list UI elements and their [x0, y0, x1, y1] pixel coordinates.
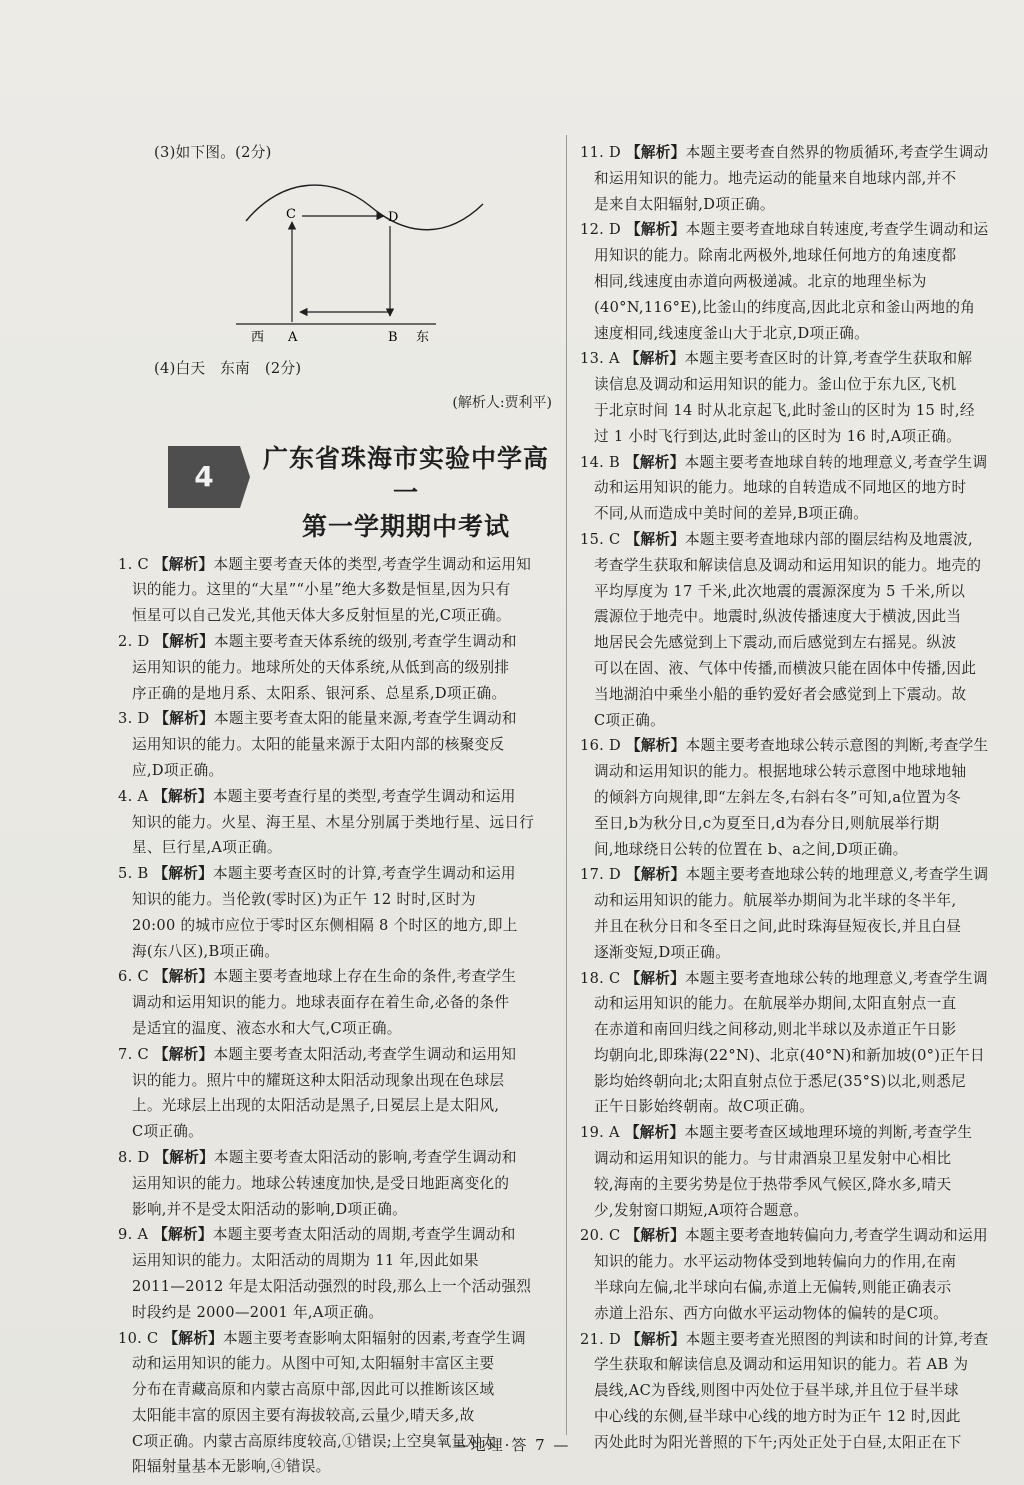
diagram-svg [118, 166, 558, 356]
answer-item [118, 1326, 558, 1481]
answer-line: 和运用知识的能力。地壳运动的能量来自地球内部,并不 [594, 169, 957, 187]
analysis-tag: 【解析】 [625, 1227, 686, 1245]
answer-line: 上。光球层上出现的太阳活动是黑子,日冕层上是太阳风, [132, 1097, 500, 1115]
answer-line: 较,海南的主要劣势是位于热带季风气候区,降水多,晴天 [594, 1175, 952, 1193]
answer-number: 6. C [118, 968, 154, 986]
answer-text: 本题主要考查太阳活动的影响,考查学生调动和 [213, 1148, 517, 1166]
answer-line: 序正确的是地月系、太阳系、银河系、总星系,D项正确。 [132, 684, 507, 702]
answer-line: 知识的能力。水平运动物体受到地转偏向力的作用,在南 [594, 1253, 957, 1271]
answer-line: 震源位于地壳中。地震时,纵波传播速度大于横波,因此当 [594, 608, 962, 626]
answer-text: 本题主要考查太阳活动,考查学生调动和运用知 [213, 1045, 517, 1063]
answer-number: 10. C [118, 1329, 164, 1347]
answer-line: 运用知识的能力。太阳的能量来源于太阳内部的核聚变反 [132, 736, 505, 754]
analysis-tag: 【解析】 [154, 1148, 214, 1166]
answer-first-line [118, 1222, 558, 1248]
answer-line: 速度相同,线速度釜山大于北京,D项正确。 [594, 324, 870, 342]
answer-number: 13. A [580, 350, 625, 368]
analysis-tag: 【解析】 [625, 530, 686, 548]
answer-number: 19. A [580, 1124, 625, 1142]
answer-line: 调动和运用知识的能力。地球表面存在着生命,必备的条件 [132, 994, 510, 1012]
analysis-tag: 【解析】 [624, 1124, 685, 1142]
answer-line: 考查学生获取和解读信息及调动和运用知识的能力。地壳的 [594, 556, 982, 574]
answer-first-line [118, 784, 558, 810]
answer-line: 应,D项正确。 [132, 761, 224, 779]
answer-number: 7. C [118, 1045, 154, 1063]
answer-first-line [118, 552, 558, 578]
answer-line: 用知识的能力。除南北两极外,地球任何地方的角速度都 [594, 247, 957, 265]
answer-item [580, 140, 1022, 217]
answer-line: 可以在固、液、气体中传播,而横波只能在固体中传播,因此 [594, 659, 977, 677]
answer-line: 学生获取和解读信息及调动和运用知识的能力。若 AB 为 [594, 1356, 969, 1374]
analysis-tag: 【解析】 [153, 555, 214, 573]
answer-line: 在赤道和南回归线之间移动,则北半球以及赤道正午日影 [594, 1021, 957, 1039]
answer-first-line [118, 629, 558, 655]
answer-line: 中心线的东侧,昼半球中心线的地方时为正午 12 时,因此 [594, 1408, 961, 1426]
answer-number: 4. A [118, 787, 154, 805]
analysis-tag: 【解析】 [154, 710, 214, 728]
answer-item [580, 1120, 1022, 1223]
answer-line: 正午日影始终朝南。故C项正确。 [594, 1098, 814, 1116]
answer-line: (40°N,116°E),比釜山的纬度高,因此北京和釜山两地的角 [594, 298, 976, 316]
section-number: 4 [168, 446, 240, 508]
label-a: A [288, 329, 298, 345]
answer-line: 星、巨行星,A项正确。 [132, 839, 282, 857]
answer-item [118, 964, 558, 1041]
answer-text: 本题主要考查地球公转示意图的判断,考查学生 [685, 737, 989, 755]
analysis-tag: 【解析】 [626, 144, 686, 161]
q3-label: (3)如下图。(2分) [154, 144, 272, 161]
answer-text: 本题主要考查地球公转的地理意义,考查学生调 [685, 866, 989, 884]
left-answer-list [118, 552, 558, 1481]
answer-number: 18. C [580, 969, 626, 987]
answer-line: 过 1 小时飞行到达,此时釜山的区时为 16 时,A项正确。 [594, 427, 962, 445]
answer-line: 影响,并不是受太阳活动的影响,D项正确。 [132, 1200, 408, 1218]
analysis-tag: 【解析】 [153, 865, 214, 883]
answer-line: 当地湖泊中乘坐小船的垂钓爱好者会感觉到上下震动。故 [594, 685, 967, 703]
answer-line: 不同,从而造成中美时间的差异,B项正确。 [594, 505, 869, 523]
answer-number: 2. D [118, 632, 155, 650]
answer-item [580, 966, 1022, 1121]
answer-text: 本题主要考查自然界的物质循环,考查学生调动 [685, 144, 989, 161]
answer-line: 知识的能力。火星、海王星、木星分别属于类地行星、远日行 [132, 813, 535, 831]
answer-line: 逐渐变短,D项正确。 [594, 943, 731, 961]
column-divider [566, 135, 567, 1435]
analysis-tag: 【解析】 [626, 866, 686, 884]
page-footer: —地理·答 7 — [453, 1436, 571, 1454]
answer-number: 3. D [118, 710, 155, 728]
answer-item [118, 861, 558, 964]
answer-number: 21. D [580, 1330, 626, 1348]
answer-text: 本题主要考查地球公转的地理意义,考查学生调 [685, 969, 988, 987]
answer-item [118, 1145, 558, 1222]
answer-line: 动和运用知识的能力。在航展举办期间,太阳直射点一直 [594, 995, 957, 1013]
answer-first-line [118, 1145, 558, 1171]
answer-item [580, 1223, 1022, 1326]
answer-number: 1. C [118, 555, 154, 573]
answer-text: 本题主要考查地球自转速度,考查学生调动和运 [685, 221, 989, 239]
answer-first-line [580, 450, 1022, 476]
answer-first-line [118, 1326, 558, 1352]
answer-line: 少,发射窗口期短,A项符合题意。 [594, 1201, 809, 1219]
answer-text: 本题主要考查区时的计算,考查学生调动和运用 [213, 865, 516, 883]
answer-line: 是适宜的温度、液态水和大气,C项正确。 [132, 1019, 402, 1037]
answer-item [580, 862, 1022, 965]
answer-number: 14. B [580, 453, 626, 471]
answer-number: 8. D [118, 1148, 155, 1166]
analysis-tag: 【解析】 [626, 737, 686, 755]
answer-line: 调动和运用知识的能力。与甘肃酒泉卫星发射中心相比 [594, 1150, 952, 1168]
analysis-tag: 【解析】 [153, 1045, 214, 1063]
answer-text: 本题主要考查区时的计算,考查学生获取和解 [684, 350, 973, 368]
section-title-line1: 广东省珠海市实验中学高一 [262, 443, 549, 507]
answer-text: 本题主要考查地球内部的圈层结构及地震波, [685, 530, 973, 548]
label-d: D [388, 209, 399, 225]
answer-line: 半球向左偏,北半球向右偏,赤道上无偏转,则能正确表示 [594, 1279, 952, 1297]
answer-line: 运用知识的能力。地球所处的天体系统,从低到高的级别排 [132, 658, 510, 676]
answer-line: 海(东八区),B项正确。 [132, 942, 280, 960]
answer-line: 分布在青藏高原和内蒙古高原中部,因此可以推断该区域 [132, 1381, 495, 1399]
answer-line: 丙处此时为阳光普照的下午;丙处正处于白昼,太阳正在下 [594, 1433, 962, 1451]
answer-first-line [580, 733, 1022, 759]
answer-item [118, 1042, 558, 1145]
answer-line: 运用知识的能力。太阳活动的周期为 11 年,因此如果 [132, 1252, 479, 1270]
answer-text: 本题主要考查光照图的判读和时间的计算,考查 [685, 1330, 989, 1348]
analysis-tag: 【解析】 [153, 787, 213, 805]
section-title [256, 442, 556, 544]
analyst-credit: (解析人:贾利平) [452, 394, 552, 411]
analysis-tag: 【解析】 [625, 453, 685, 471]
answer-line: 运用知识的能力。地球公转速度加快,是受日地距离变化的 [132, 1174, 510, 1192]
answer-item [118, 784, 558, 861]
section-header [118, 442, 558, 541]
analysis-tag: 【解析】 [153, 968, 214, 986]
answer-line: 影均始终朝向北;太阳直射点位于悉尼(35°S)以北,则悉尼 [594, 1072, 966, 1090]
right-answer-list [580, 140, 1022, 1456]
answer-first-line [580, 217, 1022, 243]
answer-line: 动和运用知识的能力。地球的自转造成不同地区的地方时 [594, 479, 967, 497]
answer-text: 本题主要考查太阳活动的周期,考查学生调动和 [212, 1226, 516, 1244]
sine-curve [246, 185, 483, 230]
answer-item [118, 1222, 558, 1325]
answer-first-line [118, 1042, 558, 1068]
right-column [580, 140, 1022, 1456]
answer-number: 15. C [580, 530, 626, 548]
answer-line: C项正确。内蒙古高原纬度较高,①错误;上空臭氧量对太 [132, 1432, 497, 1450]
sun-shadow-diagram [118, 166, 558, 356]
answer-first-line [118, 964, 558, 990]
answer-item [118, 552, 558, 629]
answer-text: 本题主要考查区域地理环境的判断,考查学生 [684, 1124, 973, 1142]
label-c: C [286, 206, 296, 222]
answer-item [580, 527, 1022, 733]
answer-text: 本题主要考查天体的类型,考查学生调动和运用知 [213, 555, 532, 573]
label-b: B [388, 329, 398, 345]
analysis-tag: 【解析】 [163, 1329, 224, 1347]
answer-line: 至日,b为秋分日,c为夏至日,d为春分日,则航展举行期 [594, 814, 940, 832]
answer-line: 均朝向北,即珠海(22°N)、北京(40°N)和新加坡(0°)正午日 [594, 1046, 985, 1064]
answer-first-line [580, 862, 1022, 888]
analysis-tag: 【解析】 [624, 350, 685, 368]
answer-item [118, 706, 558, 783]
answer-line: 20:00 的城市应位于零时区东侧相隔 8 个时区的地方,即上 [132, 916, 518, 934]
analysis-tag: 【解析】 [626, 1330, 686, 1348]
answer-item [580, 346, 1022, 449]
answer-line: 动和运用知识的能力。航展举办期间为北半球的冬半年, [594, 892, 957, 910]
analysis-tag: 【解析】 [153, 1226, 213, 1244]
answer-line: 太阳能丰富的原因主要有海拔较高,云量少,晴天多,故 [132, 1406, 475, 1424]
answer-text: 本题主要考查天体系统的级别,考查学生调动和 [213, 632, 517, 650]
answer-text: 本题主要考查地转偏向力,考查学生调动和运用 [685, 1227, 988, 1245]
label-west: 西 [251, 329, 265, 345]
answer-number: 5. B [118, 865, 154, 883]
analysis-tag: 【解析】 [154, 632, 214, 650]
answer-text: 本题主要考查地球自转的地理意义,考查学生调 [684, 453, 988, 471]
label-east: 东 [416, 329, 430, 345]
answer-line: C项正确。 [132, 1123, 204, 1141]
answer-line: 是来自太阳辐射,D项正确。 [594, 195, 775, 213]
answer-item [580, 450, 1022, 527]
answer-text: 本题主要考查地球上存在生命的条件,考查学生 [213, 968, 517, 986]
answer-number: 11. D [580, 144, 626, 161]
answer-line: 平均厚度为 17 千米,此次地震的震源深度为 5 千米,所以 [594, 582, 966, 600]
answer-first-line [580, 140, 1022, 166]
answer-line: 的倾斜方向规律,即“左斜左冬,右斜右冬”可知,a位置为冬 [594, 788, 962, 806]
answer-line: 间,地球绕日公转的位置在 b、a之间,D项正确。 [594, 840, 908, 858]
answer-line: 相同,线速度由赤道向两极递减。北京的地理坐标为 [594, 272, 927, 290]
answer-first-line [580, 1327, 1022, 1353]
left-column [118, 140, 558, 1480]
analysis-tag: 【解析】 [625, 969, 686, 987]
answer-line: 于北京时间 14 时从北京起飞,此时釜山的区时为 15 时,经 [594, 401, 975, 419]
answer-line: 并且在秋分日和冬至日之间,此时珠海昼短夜长,并且白昼 [594, 917, 962, 935]
answer-first-line [580, 966, 1022, 992]
answer-first-line [580, 346, 1022, 372]
answer-line: 晨线,AC为昏线,则图中丙处位于昼半球,并且位于昼半球 [594, 1382, 959, 1400]
answer-line: 时段约是 2000—2001 年,A项正确。 [132, 1303, 384, 1321]
answer-item [118, 629, 558, 706]
answer-item [580, 733, 1022, 862]
answer-number: 17. D [580, 866, 626, 884]
answer-line: 赤道上沿东、西方向做水平运动物体的偏转的是C项。 [594, 1304, 949, 1322]
answer-text: 本题主要考查太阳的能量来源,考查学生调动和 [213, 710, 517, 728]
answer-number: 12. D [580, 221, 626, 239]
section-title-line2: 第一学期期中考试 [301, 511, 510, 541]
answer-first-line [580, 1223, 1022, 1249]
answer-first-line [118, 706, 558, 732]
answer-line: 恒星可以自己发光,其他天体大多反射恒星的光,C项正确。 [132, 607, 511, 625]
answer-number: 16. D [580, 737, 626, 755]
analysis-tag: 【解析】 [626, 221, 686, 239]
answer-line: 2011—2012 年是太阳活动强烈的时段,那么上一个活动强烈 [132, 1277, 532, 1295]
answer-first-line [580, 1120, 1022, 1146]
answer-line: 识的能力。这里的“大星”“小星”绝大多数是恒星,因为只有 [132, 581, 511, 599]
answer-line: 识的能力。照片中的耀斑这种太阳活动现象出现在色球层 [132, 1071, 505, 1089]
answer-text: 本题主要考查影响太阳辐射的因素,考查学生调 [223, 1329, 526, 1347]
answer-item [580, 217, 1022, 346]
answer-line: C项正确。 [594, 711, 666, 729]
answer-line: 阳辐射量基本无影响,④错误。 [132, 1458, 331, 1476]
answer-line: 动和运用知识的能力。从图中可知,太阳辐射丰富区主要 [132, 1355, 495, 1373]
q4-line: (4)白天 东南 (2分) [154, 359, 302, 377]
answer-first-line [580, 527, 1022, 553]
answer-text: 本题主要考查行星的类型,考查学生调动和运用 [212, 787, 516, 805]
answer-line: 地居民会先感觉到上下震动,而后感觉到左右摇晃。纵波 [594, 634, 957, 652]
answer-line: 调动和运用知识的能力。根据地球公转示意图中地球地轴 [594, 763, 967, 781]
answer-line: 读信息及调动和运用知识的能力。釜山位于东九区,飞机 [594, 376, 957, 394]
answer-number: 20. C [580, 1227, 626, 1245]
answer-line: 知识的能力。当伦敦(零时区)为正午 12 时时,区时为 [132, 890, 476, 908]
answer-number: 9. A [118, 1226, 154, 1244]
answer-first-line [118, 861, 558, 887]
